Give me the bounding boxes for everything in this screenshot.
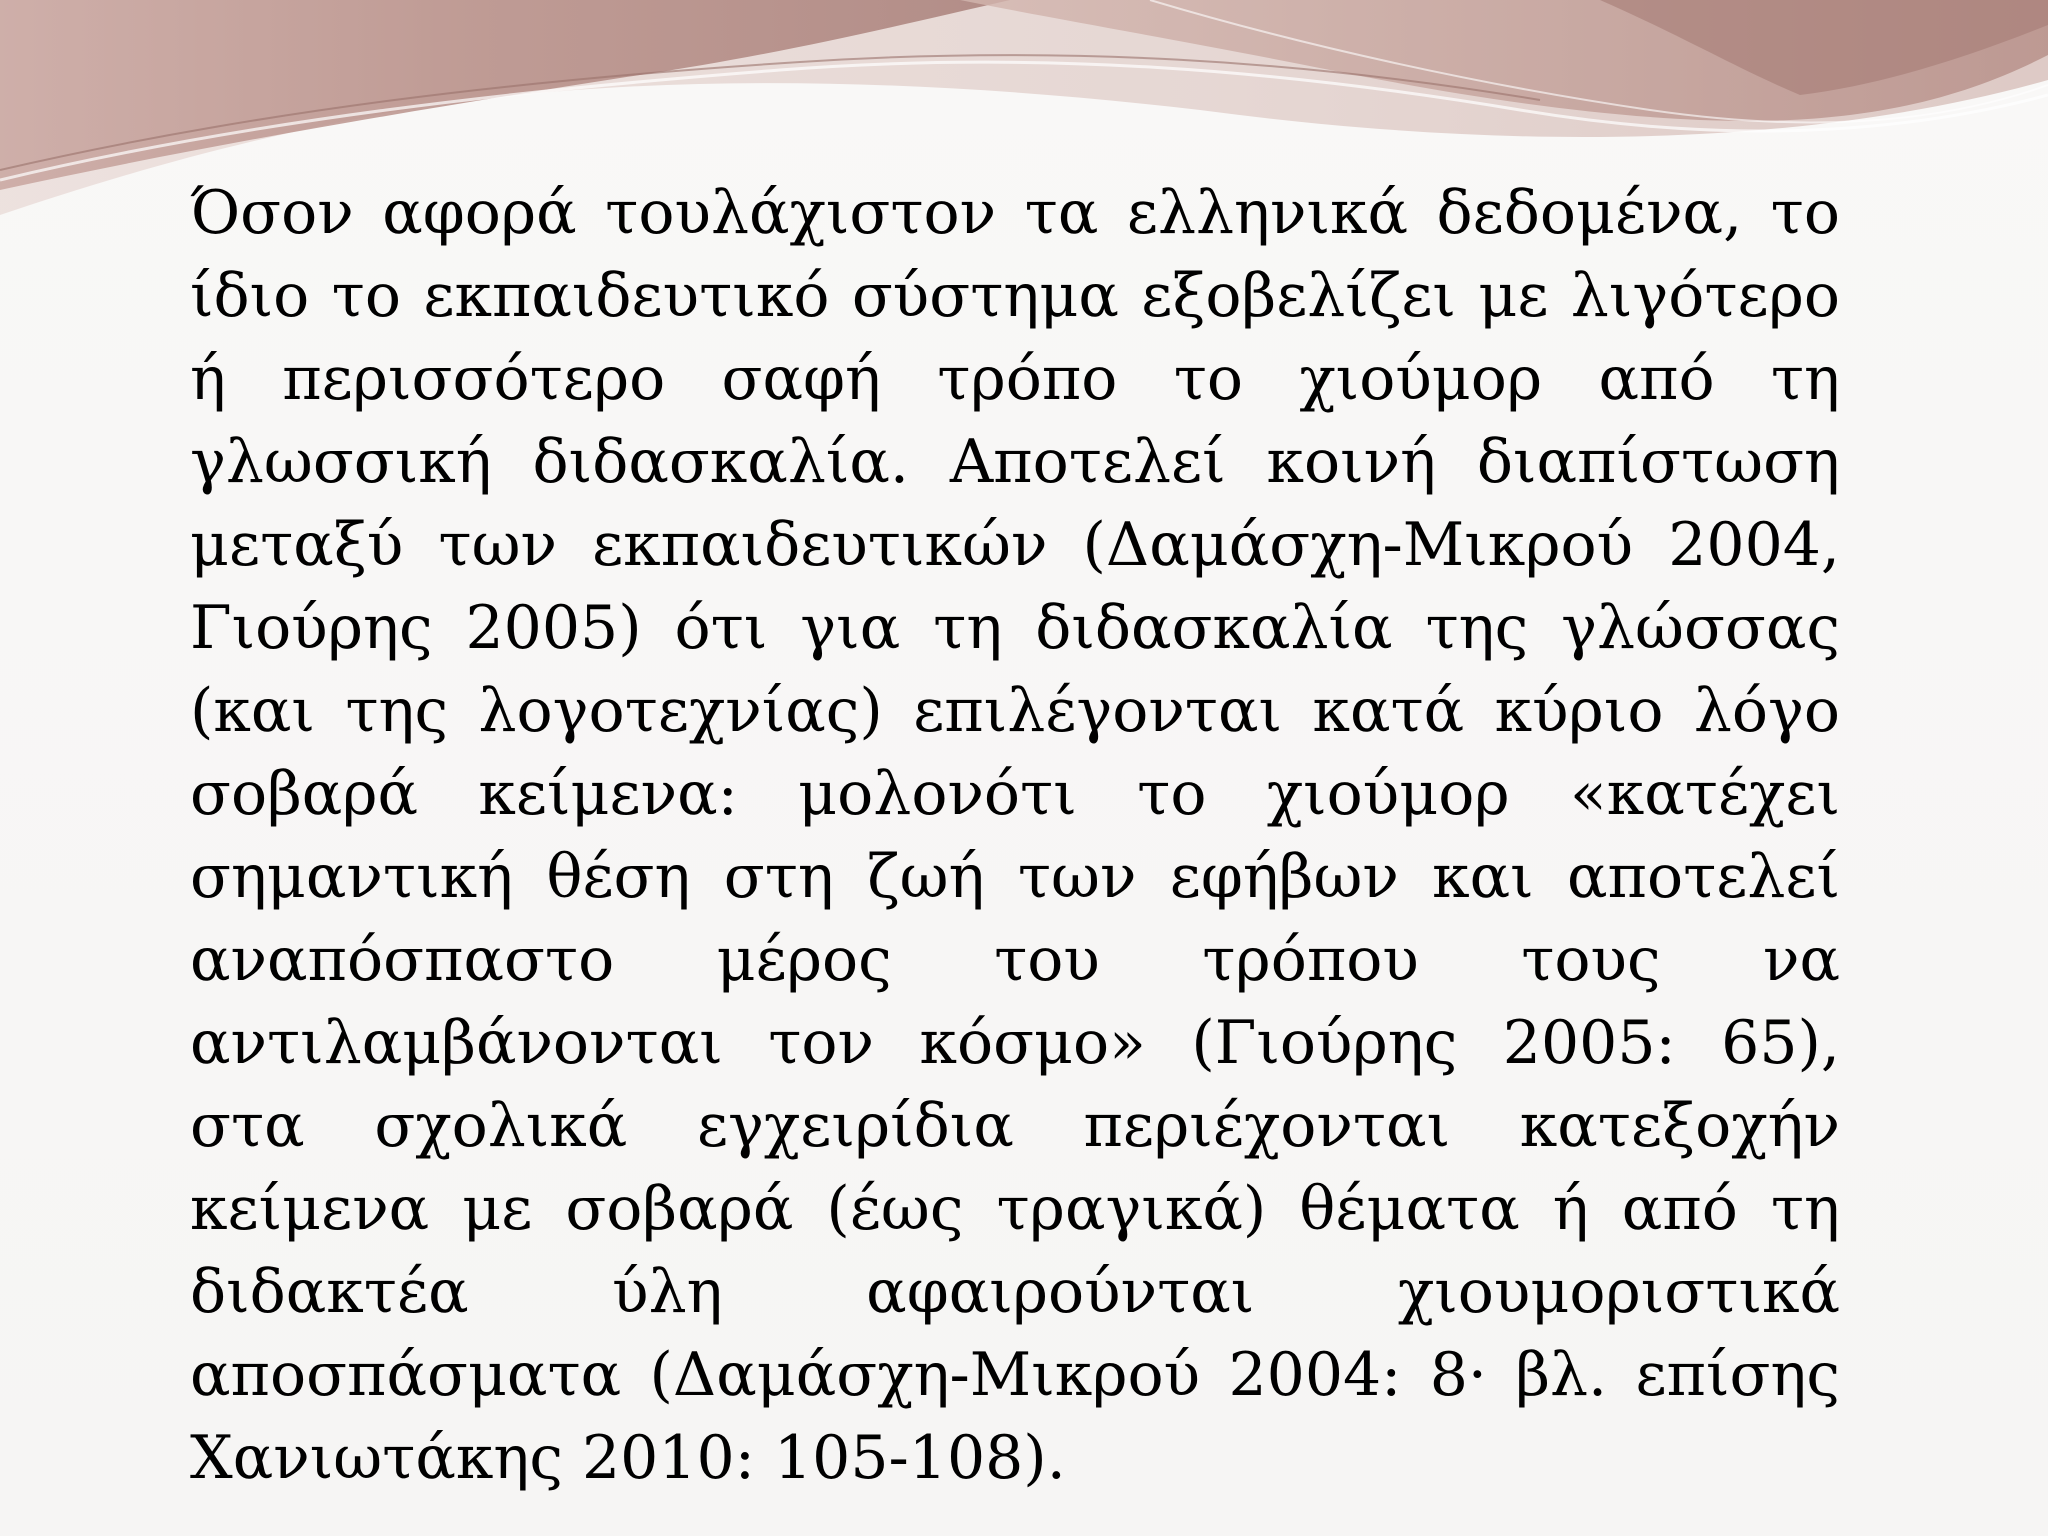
body-paragraph: Όσον αφορά τουλάχιστον τα ελληνικά δεδομένα, το ίδιο το εκπαιδευτικό σύστημα εξοβελίζει με λιγότερο ή περισσότερο σαφή τρόπο το χιούμορ από τη γλωσσική διδασκαλία. Αποτελεί κοινή διαπίστωση μεταξύ των εκπαιδευτικών (Δαμάσχη-Μικρού 2004, Γιούρης 2005) ότι για τη διδασκαλία της γλώσσας (και της λογοτεχνίας) επιλέγονται κατά κύριο λόγο σοβαρά κείμενα: μολονότι το χιούμορ «κατέχει σημαντική θέση στη ζωή των εφήβων και αποτελεί αναπόσπαστο μέρος του τρόπου τους να αντιλαμβάνονται τον κόσμο» (Γιούρης 2005: 65), στα σχολικά εγχειρίδια περιέχονται κατεξοχήν κείμενα με σοβαρά (έως τραγικά) θέματα ή από τη διδακτέα ύλη αφαιρούνται χιουμοριστικά αποσπάσματα (Δαμάσχη-Μικρού 2004: 8· βλ. επίσης Χανιωτάκης 2010: 105-108). xyxy=(190,178,1840,1493)
